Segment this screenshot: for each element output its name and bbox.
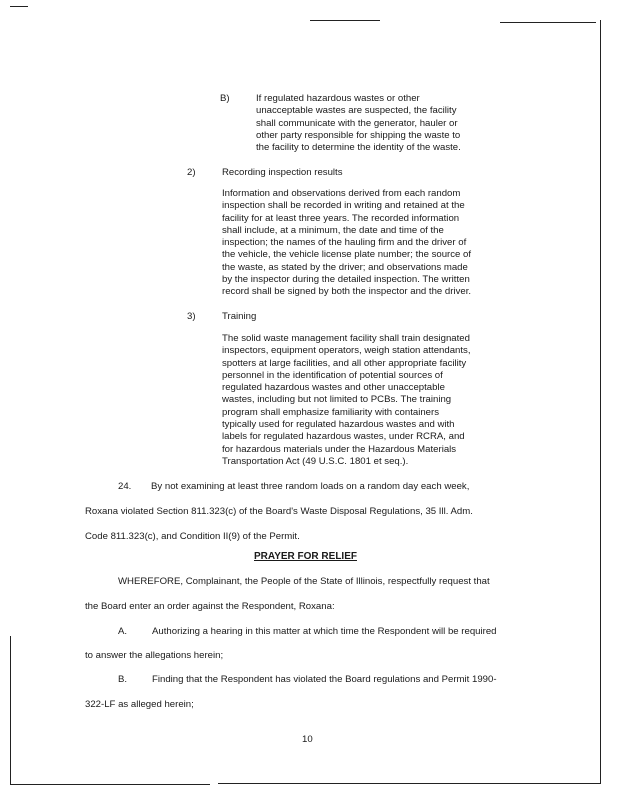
prayer-heading: PRAYER FOR RELIEF	[254, 551, 357, 562]
item-3-line: spotters at large facilities, and all other appropriate facility	[222, 357, 467, 369]
para-24-line: Roxana violated Section 811.323(c) of the Board's Waste Disposal Regulations, 35 Ill. Adm.	[85, 506, 473, 517]
item-3-line: typically used for regulated hazardous wastes and with	[222, 419, 455, 431]
prayer-intro-line: WHEREFORE, Complainant, the People of the State of Illinois, respectfully request that	[118, 576, 490, 587]
item-3-line: for hazardous materials under the Hazardous Materials	[222, 443, 457, 455]
item-2-line: inspection; the names of the hauling firm and the driver of	[222, 237, 467, 249]
border-top-right-2	[500, 22, 596, 23]
item-3-line: The solid waste management facility shall train designated	[222, 333, 470, 344]
item-2-line: facility for at least three years. The recorded information	[222, 212, 460, 224]
item-2-marker: 2)	[187, 167, 196, 178]
item-b-line: If regulated hazardous wastes or other	[256, 93, 420, 104]
item-3-line: inspectors, equipment operators, weigh station attendants,	[222, 345, 471, 357]
item-b-line: shall communicate with the generator, hauler or	[256, 117, 458, 129]
item-3-line: program shall emphasize familiarity with containers	[222, 406, 440, 418]
item-2-title: Recording inspection results	[222, 167, 343, 178]
prayer-b-line: 322-LF as alleged herein;	[85, 699, 194, 710]
item-b-marker: B)	[220, 93, 230, 104]
border-bottom-right	[218, 783, 600, 784]
item-3-line: regulated hazardous wastes and other unacceptable	[222, 382, 445, 394]
item-b-line: the facility to determine the identity of the waste.	[256, 142, 461, 154]
item-3-marker: 3)	[187, 311, 196, 322]
item-2-line: Information and observations derived from each random	[222, 188, 461, 199]
item-3-line: Transportation Act (49 U.S.C. 1801 et seq.).	[222, 455, 409, 467]
para-24-line: Code 811.323(c), and Condition II(9) of the Permit.	[85, 531, 300, 542]
item-2-line: the vehicle, the vehicle license plate number; the source of	[222, 249, 472, 261]
item-b-line: unacceptable wastes are suspected, the facility	[256, 105, 457, 117]
item-3-line: wastes, including but not limited to PCBs. The training	[222, 394, 452, 406]
item-2-line: by the inspector during the detailed inspection. The written	[222, 274, 470, 286]
border-right	[600, 20, 601, 784]
border-top-right	[310, 20, 380, 21]
para-24-line: By not examining at least three random loads on a random day each week,	[151, 481, 470, 492]
prayer-intro-line: the Board enter an order against the Respondent, Roxana:	[85, 601, 335, 612]
border-bottom	[10, 784, 210, 785]
item-2-line: inspection shall be recorded in writing and retained at the	[222, 200, 465, 212]
item-3-line: labels for regulated hazardous wastes, under RCRA, and	[222, 431, 465, 443]
prayer-a-line: to answer the allegations herein;	[85, 650, 224, 661]
item-2-line: shall include, at a minimum, the date and time of the	[222, 224, 444, 236]
border-left	[10, 636, 11, 784]
item-b-line: other party responsible for shipping the waste to	[256, 129, 461, 141]
item-b-text	[256, 93, 461, 154]
prayer-b-line: Finding that the Respondent has violated the Board regulations and Permit 1990-	[152, 674, 497, 685]
item-3-line: personnel in the identification of potential sources of	[222, 369, 443, 381]
item-3-title: Training	[222, 311, 257, 322]
item-2-text	[222, 188, 471, 299]
prayer-a-line: Authorizing a hearing in this matter at which time the Respondent will be required	[152, 626, 497, 637]
item-3-text	[222, 333, 471, 468]
item-2-line: the waste, as stated by the driver; and observations made	[222, 261, 468, 273]
page-number: 10	[302, 734, 313, 745]
border-top-left	[10, 6, 28, 7]
prayer-a-marker: A.	[118, 626, 128, 637]
prayer-b-marker: B.	[118, 674, 128, 685]
item-2-line: record shall be signed by both the inspector and the driver.	[222, 286, 472, 298]
para-24-number: 24.	[118, 481, 132, 492]
